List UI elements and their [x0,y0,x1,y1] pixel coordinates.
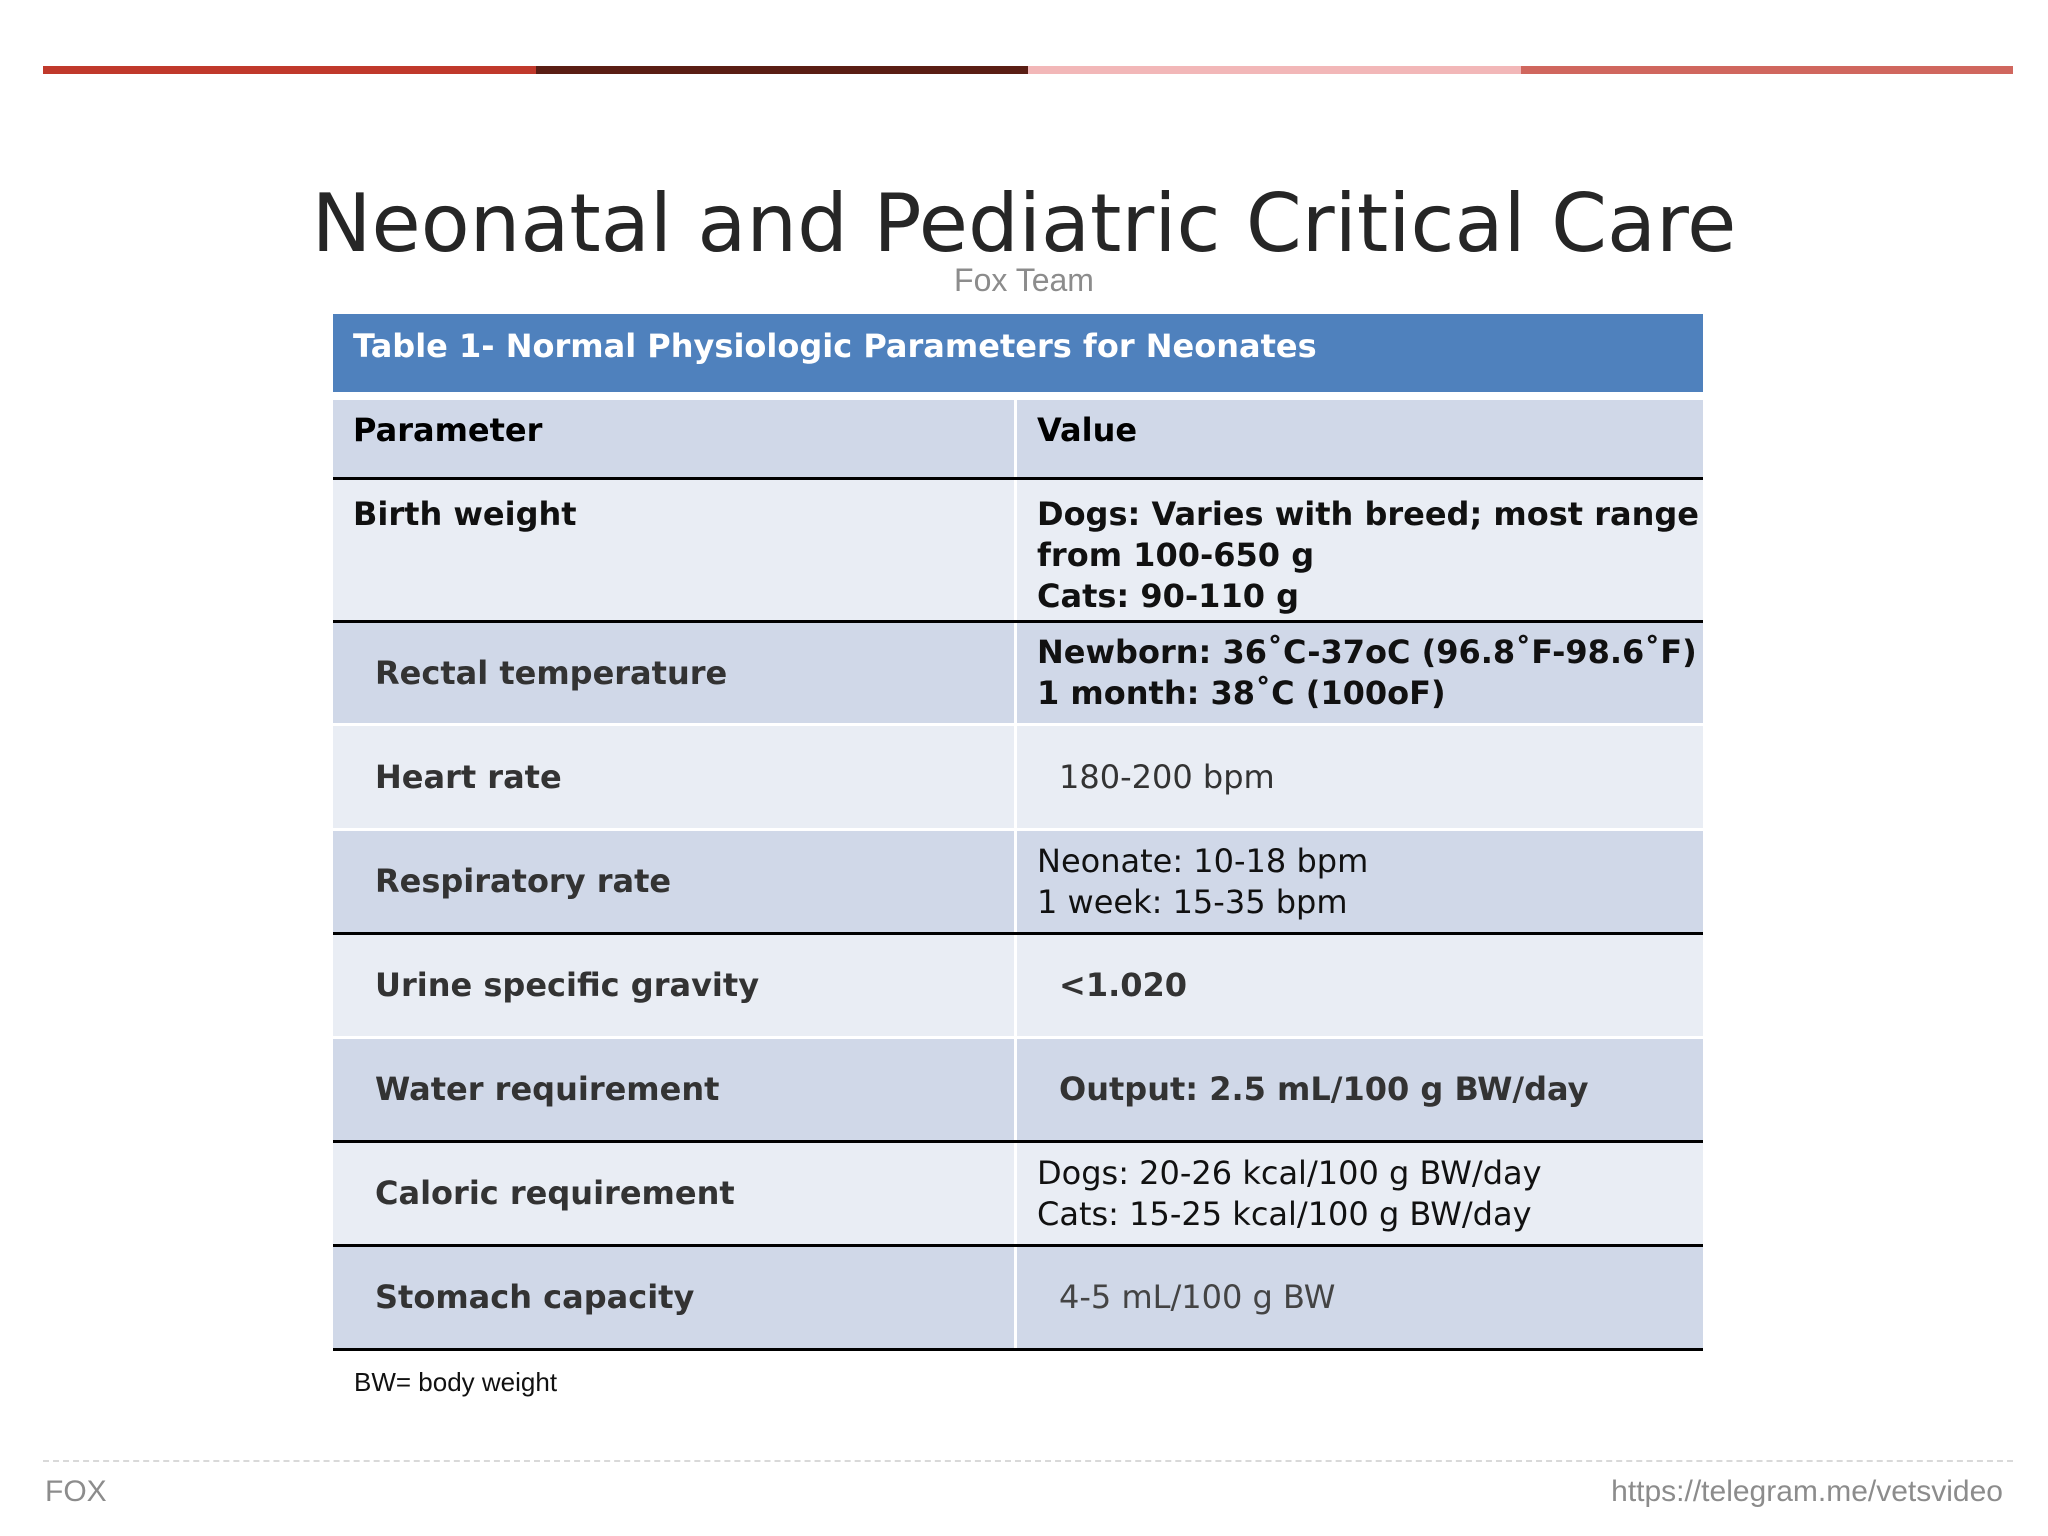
footer-divider [43,1460,2013,1462]
row-parameter: Heart rate [333,726,1017,828]
accent-bar-segment-3 [1028,66,1521,74]
accent-bar-segment-4 [1521,66,2014,74]
value-line: 1 week: 15-35 bpm [1037,882,1348,921]
row-parameter: Rectal temperature [333,623,1017,723]
footer-left-text: FOX [45,1475,107,1508]
table-row [333,1039,1703,1143]
row-value: 180-200 bpm [1059,757,1275,796]
value-line: from 100-650 g [1037,536,1315,574]
table-row [333,831,1703,935]
accent-bar-segment-1 [43,66,536,74]
footer-link[interactable]: https://telegram.me/vetsvideo [1611,1475,2003,1508]
slide-title: Neonatal and Pediatric Critical Care [311,177,1737,270]
row-parameter: Urine specific gravity [333,935,1017,1036]
table-row [333,935,1703,1039]
row-parameter: Stomach capacity [333,1247,1017,1348]
header-parameter: Parameter [333,400,1017,477]
table-row [333,726,1703,831]
row-parameter: Birth weight [333,480,1017,620]
table-row [333,1247,1703,1351]
slide-subtitle: Fox Team [954,262,1094,298]
row-parameter: Water requirement [333,1039,1017,1140]
parameters-table [333,314,1703,1351]
row-value: <1.020 [1059,966,1188,1004]
accent-bar-segment-2 [536,66,1029,74]
row-value: 4-5 mL/100 g BW [1059,1278,1336,1316]
value-line: Dogs: 20-26 kcal/100 g BW/day [1037,1153,1542,1192]
accent-bar [43,66,2013,74]
row-value [1017,1143,1703,1244]
table-caption: Table 1- Normal Physiologic Parameters for Neonates [333,314,1703,392]
value-line: 1 month: 38˚C (100oF) [1037,674,1446,712]
table-header-row [333,400,1703,480]
value-line: Cats: 15-25 kcal/100 g BW/day [1037,1194,1532,1233]
row-parameter: Respiratory rate [333,831,1017,932]
row-value [1017,623,1703,723]
value-line: Neonate: 10-18 bpm [1037,841,1369,880]
table-row [333,1143,1703,1247]
row-value [1017,480,1703,620]
header-value: Value [1037,411,1138,449]
value-line: Newborn: 36˚C-37oC (96.8˚F-98.6˚F) [1037,633,1697,671]
value-line: Cats: 90-110 g [1037,577,1300,615]
row-parameter: Caloric requirement [333,1143,1017,1244]
value-line: Dogs: Varies with breed; most range [1037,495,1699,533]
table-row [333,623,1703,726]
row-value: Output: 2.5 mL/100 g BW/day [1059,1070,1589,1108]
table-row [333,480,1703,623]
row-value [1017,831,1703,932]
table-footnote: BW= body weight [354,1367,558,1397]
